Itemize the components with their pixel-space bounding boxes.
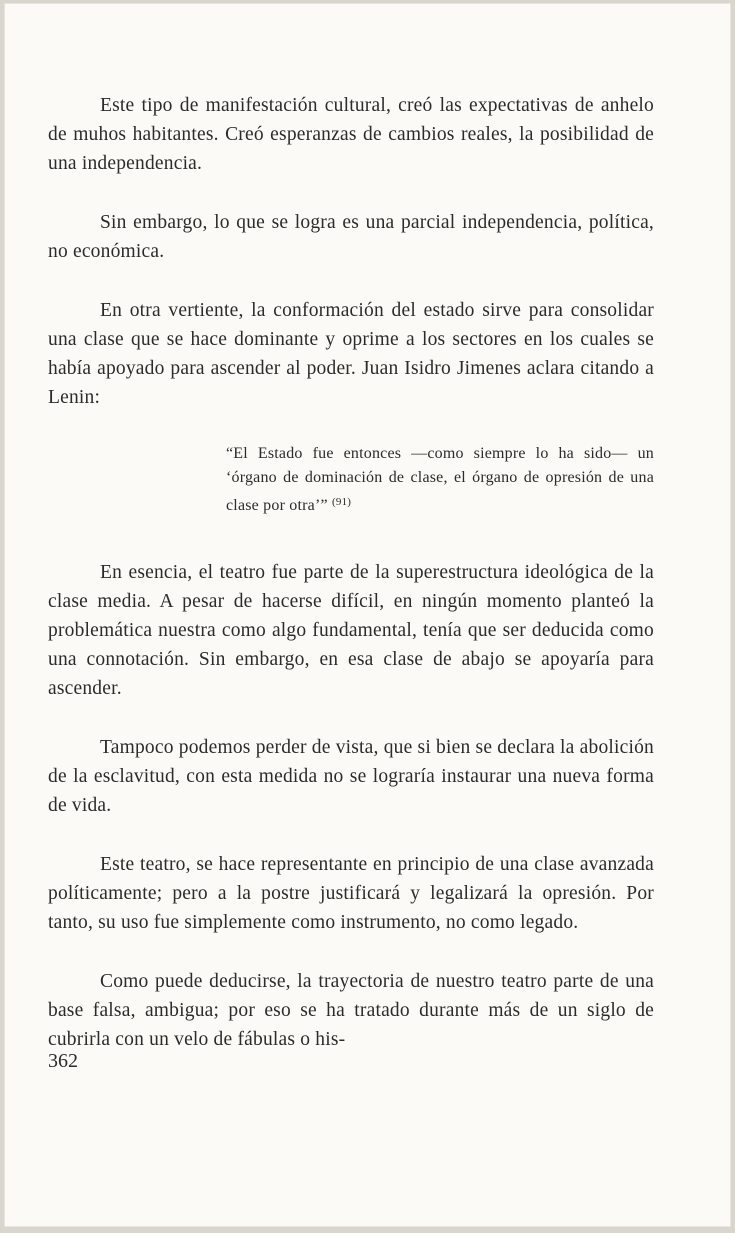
paragraph-2: Sin embargo, lo que se logra es una parcial independencia, política, no económica. <box>48 212 654 262</box>
paragraph-7: Como puede deducirse, la trayectoria de nuestro teatro parte de una base falsa, ambigua; por eso se ha tratado durante más de un siglo de cubrirla con un velo de fábulas o his- <box>48 971 654 1050</box>
paragraph-6: Este teatro, se hace representante en principio de una clase avanzada políticamente; pero a la postre justificará y legalizará la opresión. Por tanto, su uso fue simplemente como instrumento, no como legado. <box>48 854 654 933</box>
body-text <box>48 91 654 1084</box>
quote-text: “El Estado fue entonces —como siempre lo ha sido— un ‘órgano de dominación de clase, el órgano de opresión de una clase por otra’” <box>226 445 654 514</box>
block-quote <box>226 442 654 518</box>
paragraph-3: En otra vertiente, la conformación del estado sirve para consolidar una clase que se hace dominante y oprime a los sectores en los cuales se había apoyado para ascender al poder. Juan Isidro Jimenes aclara citando a Lenin: <box>48 300 654 408</box>
paragraph-1: Este tipo de manifestación cultural, creó las expectativas de anhelo de muhos habitantes. Creó esperanzas de cambios reales, la posibilidad de una independencia. <box>48 95 654 174</box>
page-number: 362 <box>48 1050 78 1072</box>
paragraph-4: En esencia, el teatro fue parte de la superestructura ideológica de la clase media. A pesar de hacerse difícil, en ningún momento planteó la problemática nuestra como algo fundamental, tenía que ser deducida como una connotación. Sin embargo, en esa clase de abajo se apoyaría para ascender. <box>48 562 654 699</box>
paragraph-5: Tampoco podemos perder de vista, que si bien se declara la abolición de la esclavitud, con esta medida no se lograría instaurar una nueva forma de vida. <box>48 737 654 816</box>
footnote-reference: (91) <box>332 496 352 508</box>
book-page <box>4 3 731 1227</box>
